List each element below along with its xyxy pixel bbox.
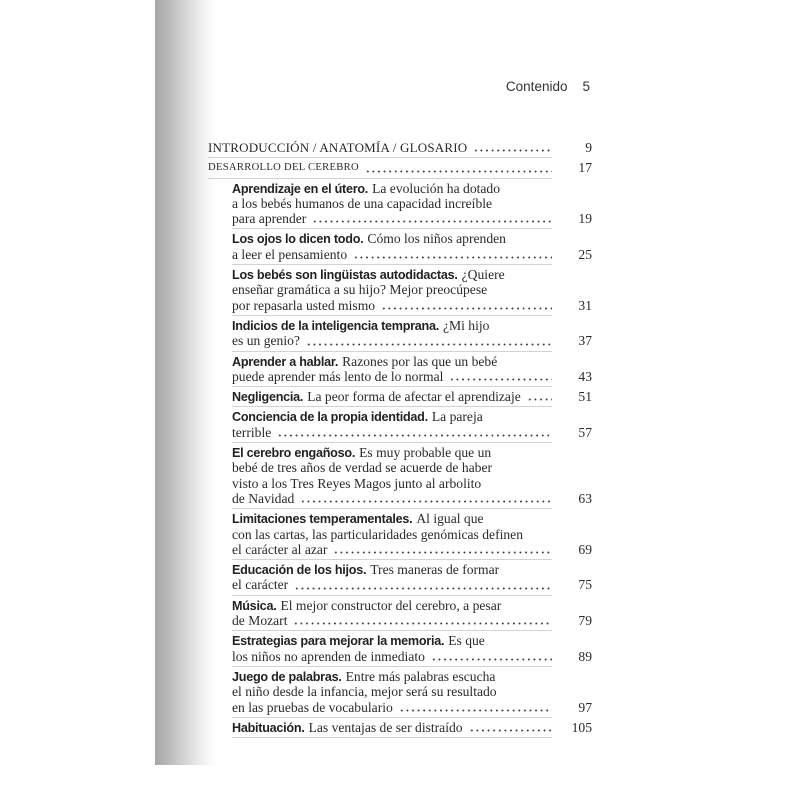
toc-entry-text: terrible: [232, 424, 272, 440]
toc-entry: [208, 179, 592, 230]
toc-page-number: 63: [578, 490, 592, 506]
toc-entry-text: el carácter al azar: [232, 541, 328, 557]
dot-leader: [449, 378, 552, 381]
toc-entry-line: [232, 267, 552, 282]
toc-entry-body: [232, 631, 552, 667]
toc-entry-body: [232, 407, 552, 443]
dot-leader: [473, 149, 552, 152]
section-title: Contenido: [505, 79, 568, 94]
dot-leader: [300, 500, 552, 503]
dot-leader: [353, 256, 552, 259]
toc-page-number: 51: [578, 389, 592, 405]
toc-entry-line: [232, 389, 552, 404]
toc-entry-line: [232, 491, 552, 506]
toc-entry-body: [232, 352, 552, 388]
toc-entry: [208, 443, 592, 509]
toc-entry-text: de Mozart: [232, 613, 288, 629]
toc-entry-text: visto a los Tres Reyes Magos junto al arbolito: [232, 475, 482, 491]
toc-entry-text: de Navidad: [232, 490, 295, 506]
toc-entry-text: ¿Quiere: [461, 267, 505, 283]
toc-entry-line: [232, 247, 552, 262]
toc-page-number: 69: [578, 541, 592, 557]
toc-entry: [208, 229, 592, 265]
toc-entry-text: Tres maneras de formar: [370, 562, 500, 578]
running-head: [506, 79, 590, 94]
toc-entry-line: [232, 282, 552, 297]
dot-leader: [399, 709, 552, 712]
toc-entry-text: La evolución ha dotado: [372, 180, 501, 196]
toc-entry-title: Los bebés son lingüistas autodidactas.: [232, 268, 458, 283]
toc-entry-line: [232, 476, 552, 491]
toc-entry: [208, 631, 592, 667]
toc-entry-text: Al igual que: [416, 511, 484, 527]
toc-entry-title: Los ojos lo dicen todo.: [232, 232, 364, 247]
dot-leader: [381, 307, 552, 310]
toc-entry-line: [232, 577, 552, 592]
toc-entry-body: [232, 509, 552, 560]
toc-entry-title: Conciencia de la propia identidad.: [232, 410, 428, 425]
toc-entry: [208, 718, 592, 738]
toc-entry-line: [232, 409, 552, 424]
table-of-contents: [208, 138, 592, 738]
toc-entry-title: Limitaciones temperamentales.: [232, 512, 413, 527]
toc-entry: [208, 158, 592, 178]
toc-entry-title: Negligencia.: [232, 390, 304, 405]
toc-entry-line: [232, 196, 552, 211]
toc-entry-line: [232, 333, 552, 348]
toc-part-title: INTRODUCCIÓN / ANATOMÍA / GLOSARIO: [208, 140, 468, 155]
toc-entry-body: [232, 443, 552, 509]
toc-entry-body: [232, 316, 552, 352]
toc-entry-text: puede aprender más lento de lo normal: [232, 368, 444, 384]
toc-entry-line: [232, 298, 552, 313]
toc-entry-line: [232, 598, 552, 613]
toc-page-number: 105: [571, 719, 592, 735]
toc-entry-line: [232, 445, 552, 460]
toc-entry-line: [232, 425, 552, 440]
dot-leader: [306, 343, 552, 346]
toc-entry-title: Indicios de la inteligencia temprana.: [232, 318, 440, 333]
toc-entry-text: a leer el pensamiento: [232, 246, 348, 262]
toc-entry-line: [208, 160, 552, 175]
dot-leader: [469, 729, 552, 732]
toc-entry-title: Juego de palabras.: [232, 669, 342, 684]
toc-entry-body: [232, 667, 552, 718]
dot-leader: [293, 622, 552, 625]
toc-entry-line: [232, 613, 552, 628]
toc-entry-body: [208, 138, 552, 158]
toc-entry: [208, 138, 592, 158]
folio-page-number: 5: [582, 79, 590, 94]
toc-entry-line: [232, 318, 552, 333]
toc-page-number: 89: [578, 648, 592, 664]
toc-entry-title: Aprendizaje en el útero.: [232, 181, 369, 196]
toc-entry-line: [232, 649, 552, 664]
toc-page-number: 37: [578, 333, 592, 349]
dot-leader: [277, 434, 552, 437]
toc-entry-text: por repasarla usted mismo: [232, 297, 376, 313]
toc-entry-line: [232, 720, 552, 735]
toc-entry-line: [232, 181, 552, 196]
toc-entry-body: [232, 387, 552, 407]
toc-page-number: 75: [578, 577, 592, 593]
toc-entry-text: con las cartas, las particularidades genómicas definen: [232, 526, 524, 542]
toc-page-number: 25: [578, 246, 592, 262]
toc-entry-line: [232, 669, 552, 684]
toc-entry-text: La pareja: [431, 409, 483, 425]
dot-leader: [431, 658, 552, 661]
toc-entry: [208, 407, 592, 443]
toc-entry-text: a los bebés humanos de una capacidad increíble: [232, 195, 493, 211]
toc-entry-line: [232, 633, 552, 648]
toc-entry-text: Razones por las que un bebé: [342, 353, 498, 369]
toc-entry-body: [232, 718, 552, 738]
toc-entry-body: [208, 158, 552, 178]
toc-page-number: 19: [578, 211, 592, 227]
toc-entry-line: [232, 231, 552, 246]
toc-entry-text: para aprender: [232, 211, 307, 227]
toc-entry-title: Educación de los hijos.: [232, 563, 367, 578]
dot-leader: [294, 587, 552, 590]
toc-entry: [208, 596, 592, 632]
toc-entry-body: [232, 229, 552, 265]
toc-entry-text: el niño desde la infancia, mejor será su resultado: [232, 684, 497, 700]
toc-part-title: DESARROLLO DEL CEREBRO: [208, 162, 359, 174]
toc-entry-text: es un genio?: [232, 333, 300, 349]
toc-page-number: 17: [578, 160, 592, 176]
toc-entry: [208, 560, 592, 596]
toc-entry-text: Es que: [448, 633, 485, 649]
toc-entry-line: [232, 460, 552, 475]
toc-entry-text: enseñar gramática a su hijo? Mejor preocúpese: [232, 282, 488, 298]
toc-entry-line: [232, 211, 552, 226]
toc-entry-text: Es muy probable que un: [359, 445, 492, 461]
toc-entry-text: El mejor constructor del cerebro, a pesar: [280, 597, 502, 613]
toc-entry-text: el carácter: [232, 577, 289, 593]
toc-entry: [208, 509, 592, 560]
toc-entry-line: [232, 684, 552, 699]
toc-page-number: 31: [578, 297, 592, 313]
dot-leader: [527, 398, 552, 401]
toc-entry-line: [232, 542, 552, 557]
toc-entry-body: [232, 560, 552, 596]
toc-entry-text: los niños no aprenden de inmediato: [232, 648, 425, 664]
toc-entry-text: Entre más palabras escucha: [345, 668, 496, 684]
toc-entry: [208, 387, 592, 407]
toc-entry: [208, 316, 592, 352]
toc-entry-text: Cómo los niños aprenden: [367, 231, 506, 247]
toc-entry-body: [232, 265, 552, 316]
toc-entry-title: Estrategias para mejorar la memoria.: [232, 634, 445, 649]
toc-entry-title: El cerebro engañoso.: [232, 446, 356, 461]
toc-page-number: 57: [578, 424, 592, 440]
toc-entry-body: [232, 596, 552, 632]
toc-entry-title: Aprender a hablar.: [232, 354, 339, 369]
toc-entry-line: [208, 140, 552, 155]
toc-entry-text: en las pruebas de vocabulario: [232, 699, 393, 715]
toc-page-number: 79: [578, 613, 592, 629]
toc-entry-body: [232, 179, 552, 230]
toc-page-number: 9: [585, 140, 592, 155]
toc-entry-line: [232, 369, 552, 384]
toc-entry-text: Las ventajas de ser distraído: [308, 719, 463, 735]
toc-entry-text: La peor forma de afectar el aprendizaje: [307, 389, 521, 405]
toc-entry-text: bebé de tres años de verdad se acuerde de haber: [232, 460, 493, 476]
toc-entry-line: [232, 562, 552, 577]
dot-leader: [365, 170, 552, 173]
toc-page-number: 97: [578, 699, 592, 715]
toc-entry: [208, 352, 592, 388]
dot-leader: [333, 551, 552, 554]
toc-entry-line: [232, 354, 552, 369]
toc-entry-line: [232, 511, 552, 526]
toc-entry-title: Habituación.: [232, 720, 305, 735]
toc-entry: [208, 265, 592, 316]
toc-entry: [208, 667, 592, 718]
dot-leader: [312, 220, 552, 223]
toc-entry-line: [232, 700, 552, 715]
toc-entry-text: ¿Mi hijo: [443, 317, 490, 333]
toc-entry-line: [232, 527, 552, 542]
toc-entry-title: Música.: [232, 598, 277, 613]
toc-page-number: 43: [578, 368, 592, 384]
